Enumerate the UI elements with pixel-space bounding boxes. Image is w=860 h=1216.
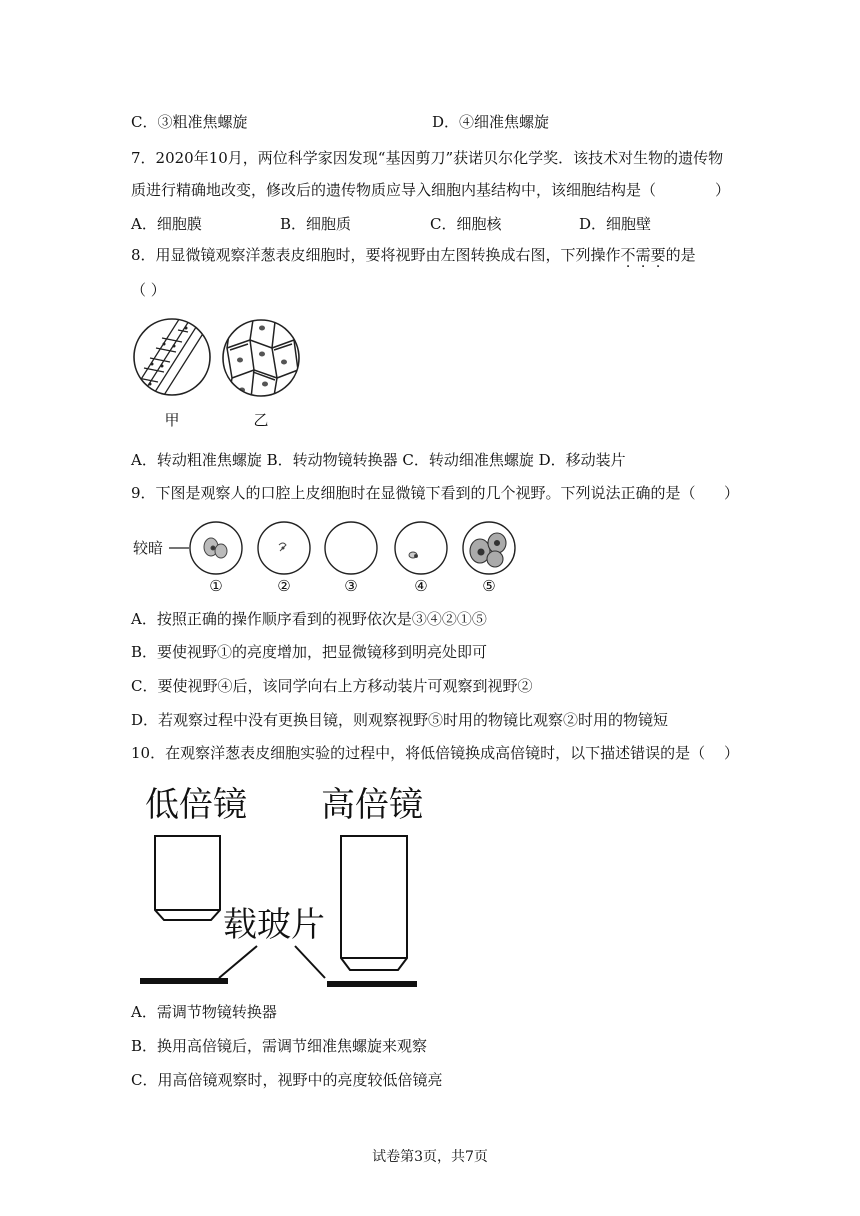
view-4-cells [409,552,418,558]
slide-right [327,981,417,987]
high-power-label: 高倍镜 [321,785,423,825]
q8-figure [132,318,312,433]
low-power-label: 低倍镜 [145,785,247,825]
q7-option-b: B．细胞质 [280,215,352,233]
q10-figure [135,778,435,993]
pointer-left [219,946,257,978]
view-3-circle [325,522,377,574]
view-3-label: ③ [344,577,358,595]
q8-emph-2: 需 [635,246,651,264]
view-5-label: ⑤ [482,577,496,595]
q8-label-right: 乙 [253,411,269,429]
view-4-label: ④ [414,577,428,595]
q7-option-c: C．细胞核 [430,215,502,233]
q7-option-a: A．细胞膜 [131,215,202,233]
view-1-label: ① [209,577,223,595]
high-power-objective [341,836,407,970]
q10-paren-close: ） [724,744,740,762]
view-2-cells [279,543,286,551]
q8-stem-line1 [131,245,696,265]
q9-option-a: A．按照正确的操作顺序看到的视野依次是③④②①⑤ [131,610,487,628]
q7-stem-line1: 7．2020年10月，两位科学家因发现“基因剪刀”获诺贝尔化学奖．该技术对生物的遗传物 [131,149,724,167]
q7-stem-line2: 质进行精确地改变，修改后的遗传物质应导入细胞内基结构中，该细胞结构是（ [131,181,657,199]
q9-paren-close: ） [724,484,740,502]
slide-label: 载玻片 [223,905,325,945]
q8-stem-line2: （ ） [131,281,166,299]
q7-option-d: D．细胞壁 [579,215,652,233]
q10-option-c: C．用高倍镜观察时，视野中的亮度较低倍镜亮 [131,1071,443,1089]
q8-emph-1: 不 [620,246,636,264]
q9-dark-label: 较暗 [133,539,164,557]
slide-left [140,978,228,984]
q8-stem-post: 的是 [665,246,696,264]
field-right-circle [223,320,299,396]
q10-option-b: B．换用高倍镜后，需调节细准焦螺旋来观察 [131,1037,428,1055]
q9-figure [133,515,523,597]
q8-stem-pre: 8．用显微镜观察洋葱表皮细胞时，要将视野由左图转换成右图，下列操作 [131,246,621,264]
q6-option-c: C．③粗准焦螺旋 [131,113,248,131]
q9-option-b: B．要使视野①的亮度增加，把显微镜移到明亮处即可 [131,643,488,661]
view-4-circle [395,522,447,574]
low-power-objective [155,836,220,920]
q10-option-a: A．需调节物镜转换器 [131,1003,277,1021]
q8-emph-3: 要 [650,246,666,264]
view-5-cells [470,533,506,567]
field-right-cells [212,318,298,408]
view-2-label: ② [277,577,291,595]
q7-paren-close: ） [715,181,731,199]
q9-option-d: D．若观察过程中没有更换目镜，则观察视野⑤时用的物镜比观察②时用的物镜短 [131,711,669,729]
q10-stem: 10．在观察洋葱表皮细胞实验的过程中，将低倍镜换成高倍镜时，以下描述错误的是（ [131,744,706,762]
pointer-right [295,946,325,978]
q8-options: A．转动粗准焦螺旋 B．转动物镜转换器 C．转动细准焦螺旋 D．移动装片 [131,451,626,469]
view-1-cells [204,538,227,558]
q9-option-c: C．要使视野④后，该同学向右上方移动装片可观察到视野② [131,677,533,695]
q8-label-left: 甲 [164,411,180,429]
page-footer: 试卷第3页，共7页 [372,1149,488,1165]
q6-option-d: D．④细准焦螺旋 [432,113,550,131]
q9-stem: 9．下图是观察人的口腔上皮细胞时在显微镜下看到的几个视野。下列说法正确的是（ [131,484,696,502]
